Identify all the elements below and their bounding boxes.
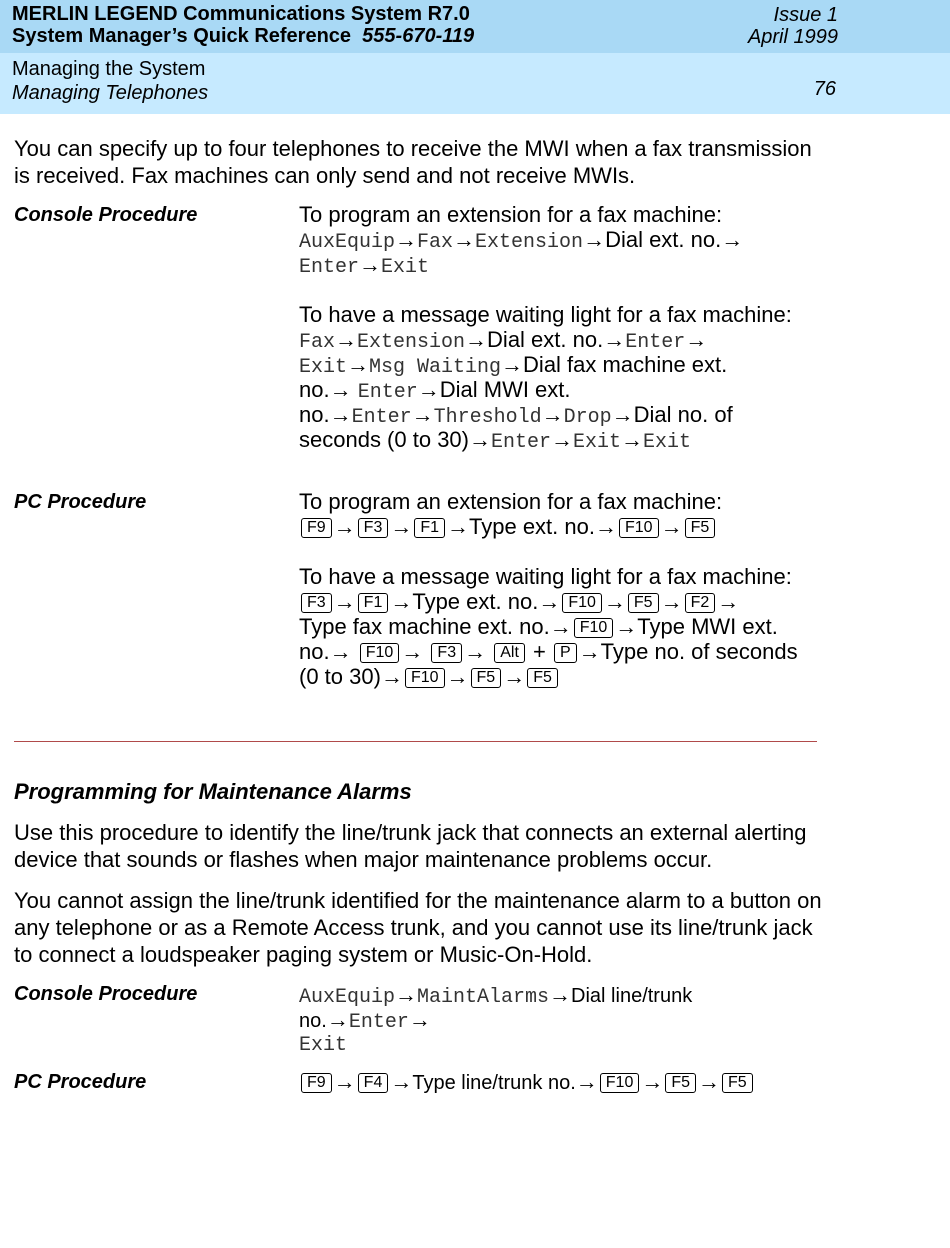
arrow-icon: → (326, 1007, 349, 1032)
key-p: P (554, 643, 577, 663)
step-enter: Enter (625, 331, 686, 354)
doc-number: 555-670-119 (362, 25, 475, 47)
maintenance-section-title: Programming for Maintenance Alarms (14, 779, 412, 804)
fax-pc-label: PC Procedure (14, 491, 147, 513)
key-f10: F10 (405, 668, 445, 688)
step-dial-fax-ext-a: Dial fax machine ext. (523, 352, 728, 377)
step-extension: Extension (357, 331, 466, 354)
step-enter: Enter (348, 1011, 409, 1034)
step-type-fax-ext-no: Type fax machine ext. no. (299, 614, 550, 639)
arrow-icon: → (549, 614, 572, 639)
issue-date: April 1999 (747, 26, 838, 48)
key-f10: F10 (562, 593, 602, 613)
arrow-icon: → (611, 402, 634, 427)
arrow-icon: → (329, 639, 352, 664)
key-f5: F5 (471, 668, 502, 688)
key-f5: F5 (527, 668, 558, 688)
key-f9: F9 (301, 518, 332, 538)
step-exit: Exit (299, 356, 348, 379)
step-no: no. (299, 377, 330, 402)
key-f10: F10 (619, 518, 659, 538)
step-type-mwi-ext: Type MWI ext. (637, 614, 778, 639)
intro-paragraph: You can specify up to four telephones to receive the MWI when a fax transmission is received. Fax machines can only send and not receive MWIs. (14, 136, 812, 188)
doc-title: System Manager’s Quick Reference (12, 25, 352, 47)
arrow-icon: → (551, 427, 573, 452)
arrow-icon: → (721, 227, 744, 252)
arrow-icon: → (390, 1069, 413, 1094)
maint-pc-label: PC Procedure (14, 1071, 147, 1093)
key-f4: F4 (358, 1073, 389, 1093)
key-f1: F1 (414, 518, 445, 538)
arrow-icon: → (541, 402, 564, 427)
step-dial-mwi-ext: Dial MWI ext. (439, 377, 571, 402)
arrow-icon: → (575, 1069, 598, 1094)
arrow-icon: → (408, 1007, 431, 1032)
chapter-title: Managing the System (12, 58, 206, 80)
issue: Issue 1 (773, 4, 838, 26)
maint-console-procedure (299, 982, 819, 1057)
step-zero-to-30: (0 to 30) (299, 664, 381, 689)
arrow-icon: → (594, 514, 617, 539)
arrow-icon: → (660, 514, 683, 539)
arrow-icon: → (390, 589, 413, 614)
step-dial-line-trunk: Dial line/trunk (571, 985, 693, 1007)
step-exit: Exit (573, 431, 622, 454)
step-exit: Exit (643, 431, 692, 454)
key-alt: Alt (494, 643, 525, 663)
arrow-icon: → (583, 227, 606, 252)
step-exit: Exit (381, 256, 430, 279)
step-no: no. (299, 402, 330, 427)
arrow-icon: → (395, 227, 418, 252)
arrow-icon: → (621, 427, 644, 452)
arrow-icon: → (335, 327, 358, 352)
arrow-icon: → (660, 589, 683, 614)
step-enter: Enter (351, 406, 412, 429)
arrow-icon: → (468, 427, 491, 452)
step-enter: Enter (299, 256, 360, 279)
step-msg-waiting: Msg Waiting (369, 356, 502, 379)
arrow-icon: → (329, 402, 352, 427)
arrow-icon: → (465, 327, 488, 352)
step-enter: Enter (490, 431, 551, 454)
product-title: MERLIN LEGEND Communications System R7.0 (12, 3, 470, 25)
key-f1: F1 (358, 593, 389, 613)
fax-console-procedure (299, 202, 819, 452)
step-threshold: Threshold (433, 406, 542, 429)
console-program-intro: To program an extension for a fax machine: (299, 202, 723, 227)
arrow-icon: → (538, 589, 561, 614)
key-f10: F10 (360, 643, 400, 663)
step-type-ext-no: Type ext. no. (412, 589, 539, 614)
arrow-icon: → (685, 327, 708, 352)
step-exit: Exit (299, 1034, 348, 1057)
arrow-icon: → (417, 377, 440, 402)
arrow-icon: → (549, 982, 572, 1007)
arrow-icon: → (464, 639, 487, 664)
pc-program-intro: To program an extension for a fax machine: (299, 489, 723, 514)
maint-console-label: Console Procedure (14, 983, 198, 1005)
arrow-icon: → (333, 1069, 356, 1094)
maint-pc-procedure (299, 1069, 819, 1094)
step-drop: Drop (563, 406, 612, 429)
arrow-icon: → (333, 589, 356, 614)
maintenance-paragraph-2: You cannot assign the line/trunk identified for the maintenance alarm to a button on any telephone or as a Remote Access trunk, and you cannot use its line/trunk jack to connect a loudspeaker paging system or Music-On-Hold. (14, 888, 822, 967)
arrow-icon: → (329, 377, 352, 402)
step-seconds-range: seconds (0 to 30) (299, 427, 469, 452)
pc-mwi-intro: To have a message waiting light for a fax machine: (299, 564, 792, 589)
arrow-icon: → (453, 227, 476, 252)
arrow-icon: → (603, 327, 626, 352)
step-auxequip: AuxEquip (299, 231, 396, 254)
arrow-icon: → (347, 352, 370, 377)
arrow-icon: → (641, 1069, 664, 1094)
key-f9: F9 (301, 1073, 332, 1093)
key-f3: F3 (431, 643, 462, 663)
step-plus: + (533, 639, 546, 664)
arrow-icon: → (615, 614, 638, 639)
arrow-icon: → (717, 589, 740, 614)
section-title-header: Managing Telephones (12, 82, 209, 104)
key-f10: F10 (574, 618, 614, 638)
page-number: 76 (813, 78, 836, 100)
key-f3: F3 (358, 518, 389, 538)
arrow-icon: → (578, 639, 601, 664)
fax-pc-procedure (299, 489, 819, 689)
step-type-no-of-seconds: Type no. of seconds (600, 639, 798, 664)
fax-console-label: Console Procedure (14, 204, 198, 226)
arrow-icon: → (359, 252, 382, 277)
step-type-line-trunk-no: Type line/trunk no. (412, 1072, 576, 1094)
key-f5: F5 (628, 593, 659, 613)
arrow-icon: → (503, 664, 526, 689)
step-dial-no-of: Dial no. of (633, 402, 733, 427)
section-divider (14, 741, 817, 742)
key-f5: F5 (665, 1073, 696, 1093)
doc-title-line (12, 25, 474, 47)
arrow-icon: → (411, 402, 434, 427)
key-f2: F2 (685, 593, 716, 613)
step-dial-ext-no: Dial ext. no. (605, 227, 722, 252)
step-fax: Fax (417, 231, 454, 254)
key-f3: F3 (301, 593, 332, 613)
key-f5: F5 (685, 518, 716, 538)
step-auxequip: AuxEquip (299, 986, 396, 1009)
key-f10: F10 (600, 1073, 640, 1093)
arrow-icon: → (446, 664, 469, 689)
console-mwi-intro: To have a message waiting light for a fax machine: (299, 302, 792, 327)
step-no: no. (299, 1010, 327, 1032)
step-fax: Fax (299, 331, 336, 354)
step-no: no. (299, 639, 330, 664)
arrow-icon: → (333, 514, 356, 539)
arrow-icon: → (380, 664, 403, 689)
step-enter: Enter (357, 381, 418, 404)
arrow-icon: → (401, 639, 424, 664)
step-dial-ext-no: Dial ext. no. (487, 327, 604, 352)
arrow-icon: → (390, 514, 413, 539)
arrow-icon: → (698, 1069, 721, 1094)
arrow-icon: → (603, 589, 626, 614)
step-maintalarms: MaintAlarms (417, 986, 550, 1009)
step-extension: Extension (475, 231, 584, 254)
key-f5: F5 (722, 1073, 753, 1093)
step-type-ext-no: Type ext. no. (469, 514, 595, 539)
arrow-icon: → (447, 514, 470, 539)
maintenance-paragraph-1: Use this procedure to identify the line/trunk jack that connects an external alerting device that sounds or flashes when major maintenance problems occur. (14, 820, 807, 872)
arrow-icon: → (501, 352, 524, 377)
arrow-icon: → (395, 982, 418, 1007)
